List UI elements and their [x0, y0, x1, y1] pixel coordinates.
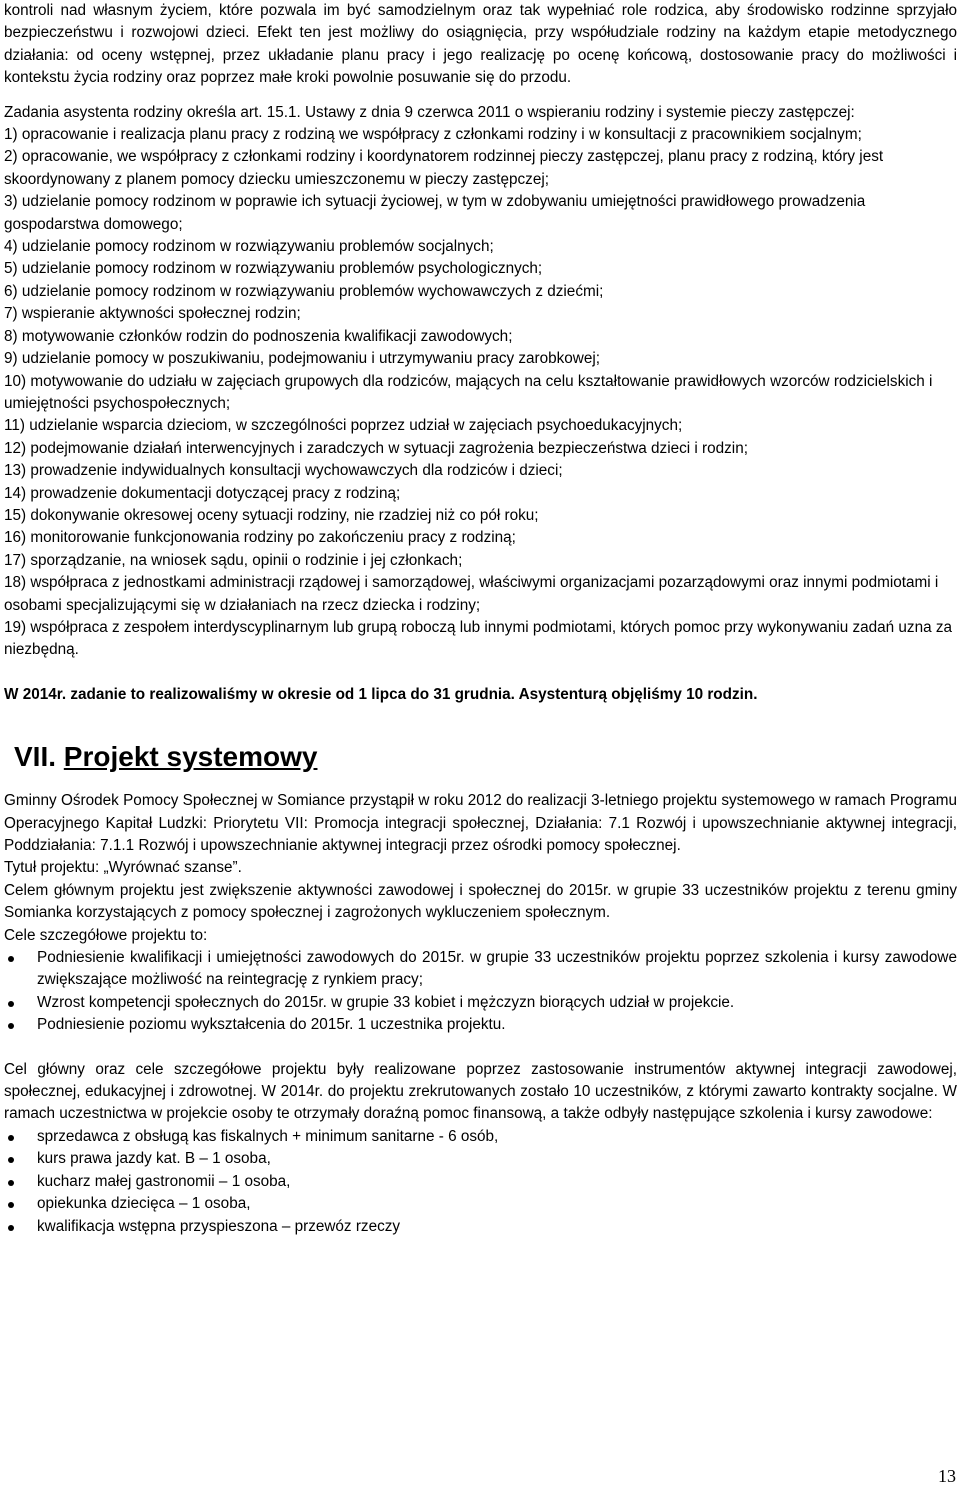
bullet-icon: [8, 1023, 14, 1029]
task-item: 12) podejmowanie działań interwencyjnych i zaradczych w sytuacji zagrożenia bezpieczeństwa dzieci i rodzin;: [4, 439, 748, 457]
list-item-text: Podniesienie poziomu wykształcenia do 2015r. 1 uczestnika projektu.: [37, 1016, 506, 1034]
document-page: [4, 0, 957, 1238]
task-item: 16) monitorowanie funkcjonowania rodziny po zakończeniu pracy z rodziną;: [4, 529, 516, 547]
list-item: [4, 1126, 957, 1148]
bullet-icon: [8, 1180, 14, 1186]
list-item: [4, 1014, 957, 1036]
list-item: [4, 1193, 957, 1215]
list-item: [4, 1148, 957, 1170]
project-paragraph: Gminny Ośrodek Pomocy Społecznej w Somiance przystąpił w roku 2012 do realizacji 3-letniego projektu systemowego w ramach Programu Operacyjnego Kapitał Ludzki: Priorytetu VII: Promocja integracji społecznej, Działania: 7.1 Rozwój i upowszechnianie aktywnej integracji, Poddziałania: 7.1.1 Rozwój i upowszechnianie aktywnej integracji przez ośrodki pomocy społecznej.: [4, 792, 957, 854]
section-number: VII.: [14, 741, 57, 773]
task-item: 10) motywowanie do udziału w zajęciach grupowych dla rodziców, mających na celu kształtowanie prawidłowych wzorców rodzicielskich i umiejętności psychospołecznych;: [4, 372, 933, 412]
summary-2014: W 2014r. zadanie to realizowaliśmy w okresie od 1 lipca do 31 grudnia. Asystenturą objęliśmy 10 rodzin.: [4, 685, 758, 703]
task-item: 3) udzielanie pomocy rodzinom w poprawie ich sytuacji życiowej, w tym w zdobywaniu umiejętności prawidłowego prowadzenia gospodarstwa domowego;: [4, 193, 866, 233]
project-title-line: Tytuł projektu: „Wyrównać szanse”.: [4, 859, 242, 877]
list-item-text: kucharz małej gastronomii – 1 osoba,: [37, 1172, 291, 1190]
task-item: 8) motywowanie członków rodzin do podnoszenia kwalifikacji zawodowych;: [4, 327, 513, 345]
task-item: 13) prowadzenie indywidualnych konsultacji wychowawczych dla rodziców i dzieci;: [4, 462, 563, 480]
list-item-text: Wzrost kompetencji społecznych do 2015r. w grupie 33 kobiet i mężczyzn biorących udział w projekcie.: [37, 993, 735, 1011]
task-item: 4) udzielanie pomocy rodzinom w rozwiązywaniu problemów socjalnych;: [4, 238, 494, 256]
task-item: 18) współpraca z jednostkami administracji rządowej i samorządowej, właściwymi organizacjami pozarządowymi oraz innymi podmiotami i osobami specjalizującymi się w działaniach na rzecz dziecka i rodziny;: [4, 574, 939, 614]
list-item: [4, 947, 957, 992]
task-item: 15) dokonywanie okresowej oceny sytuacji rodziny, nie rzadziej niż co pół roku;: [4, 506, 539, 524]
bullet-icon: [8, 1202, 14, 1208]
bullet-icon: [8, 956, 14, 962]
task-item: 5) udzielanie pomocy rodzinom w rozwiązywaniu problemów psychologicznych;: [4, 260, 543, 278]
list-item-text: kurs prawa jazdy kat. B – 1 osoba,: [37, 1150, 271, 1168]
courses-list: [4, 1126, 957, 1238]
intro-paragraph: kontroli nad własnym życiem, które pozwala im być samodzielnym oraz tak wypełniać role rodzica, aby środowisko rodzinne sprzyjało bezpieczeństwu i rozwojowi dzieci. Efekt ten jest możliwy do osiągnięcia, przy współudziale rodziny na każdym etapie metodycznego działania: od oceny wstępnej, przez układanie planu pracy i jego realizację po ocenę końcową, dostosowanie pracy do możliwości i kontekstu życia rodziny oraz poprzez małe kroki powolnie posuwanie się do przodu.: [4, 2, 957, 87]
list-item-text: Podniesienie kwalifikacji i umiejętności zawodowych do 2015r. w grupie 33 uczestników projektu poprzez szkolenia i kursy zawodowe zwiększające możliwość na reintegrację z rynkiem pracy;: [37, 949, 957, 989]
task-item: 6) udzielanie pomocy rodzinom w rozwiązywaniu problemów wychowawczych z dziećmi;: [4, 282, 604, 300]
bullet-icon: [8, 1135, 14, 1141]
bullet-icon: [8, 1157, 14, 1163]
specific-goals-list: [4, 947, 957, 1037]
task-item: 11) udzielanie wsparcia dzieciom, w szczególności poprzez udział w zajęciach psychoedukacyjnych;: [4, 417, 683, 435]
list-item-text: kwalifikacja wstępna przyspieszona – przewóz rzeczy: [37, 1217, 401, 1235]
task-item: 9) udzielanie pomocy w poszukiwaniu, podejmowaniu i utrzymywaniu pracy zarobkowej;: [4, 350, 601, 368]
page-number: 13: [938, 1466, 956, 1486]
section-title: Projekt systemowy: [63, 741, 318, 773]
tasks-list: [4, 124, 957, 662]
task-item: 17) sporządzanie, na wniosek sądu, opinii o rodzinie i jej członkach;: [4, 551, 463, 569]
bullet-icon: [8, 1001, 14, 1007]
list-item: [4, 1171, 957, 1193]
list-item: [4, 1216, 957, 1238]
list-item: [4, 992, 957, 1014]
bullet-icon: [8, 1225, 14, 1231]
task-item: 14) prowadzenie dokumentacji dotyczącej pracy z rodziną;: [4, 484, 401, 502]
list-item-text: sprzedawca z obsługą kas fiskalnych + minimum sanitarne - 6 osób,: [37, 1127, 499, 1145]
task-item: 7) wspieranie aktywności społecznej rodzin;: [4, 305, 301, 323]
realization-paragraph: Cel główny oraz cele szczegółowe projektu były realizowane poprzez zastosowanie instrumentów aktywnej integracji zawodowej, społecznej, edukacyjnej i zdrowotnej. W 2014r. do projektu zrekrutowanych zostało 10 uczestników, z którymi zawarto kontrakty socjalne. W ramach uczestnictwa w projekcie osoby te otrzymały doraźną pomoc finansową, a także odbyły następujące szkolenia i kursy zawodowe:: [4, 1060, 957, 1123]
main-goal-paragraph: Celem głównym projektu jest zwiększenie aktywności zawodowej i społecznej do 2015r. w grupie 33 uczestników projektu z terenu gminy Somianka korzystających z pomocy społecznej i zagrożonych wykluczeniem społecznym.: [4, 881, 957, 922]
list-item-text: opiekunka dziecięca – 1 osoba,: [37, 1195, 251, 1213]
task-item: 19) współpraca z zespołem interdyscyplinarnym lub grupą roboczą lub innymi podmiotami, których pomoc przy wykonywaniu zadań uzna za niezbędną.: [4, 618, 953, 659]
tasks-intro: Zadania asystenta rodziny określa art. 15.1. Ustawy z dnia 9 czerwca 2011 o wspieraniu rodziny i systemie pieczy zastępczej:: [4, 103, 855, 121]
task-item: 1) opracowanie i realizacja planu pracy z rodziną we współpracy z członkami rodziny i w konsultacji z pracownikiem socjalnym;: [4, 126, 862, 144]
task-item: 2) opracowanie, we współpracy z członkami rodziny i koordynatorem rodzinnej pieczy zastępczej, planu pracy z rodziną, który jest skoordynowany z planem pomocy dziecku umieszczonemu w pieczy zastępczej;: [4, 148, 884, 188]
section-heading: [14, 740, 957, 774]
specific-goals-label: Cele szczegółowe projektu to:: [4, 926, 208, 944]
